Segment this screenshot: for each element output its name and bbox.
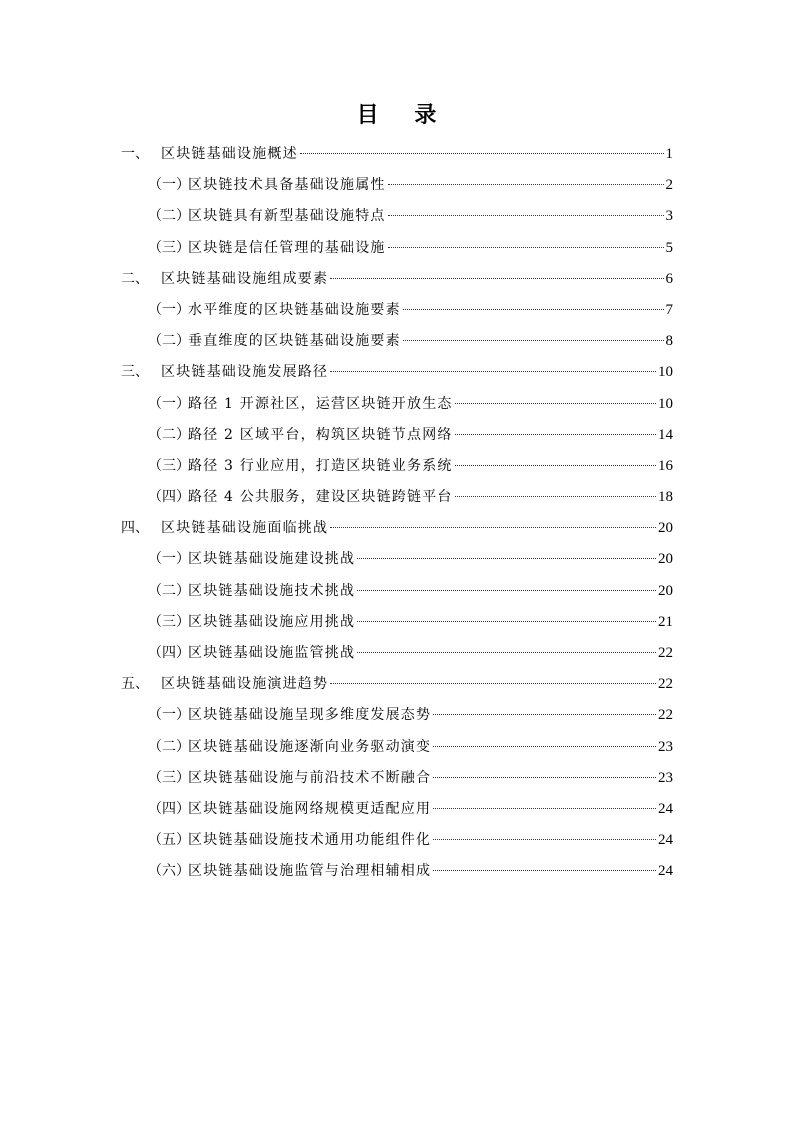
toc-page-number: 3: [665, 208, 673, 225]
toc-entry-number: 三、: [121, 364, 149, 381]
toc-dot-leader: [455, 434, 656, 435]
toc-entry-number: （二）: [148, 426, 190, 443]
toc-entry-title: 区块链基础设施逐渐向业务驱动演变: [188, 738, 432, 755]
toc-entry-title: 区块链基础设施技术通用功能组件化: [188, 832, 432, 849]
toc-dot-leader: [455, 403, 656, 404]
toc-entry-number: （一）: [148, 707, 190, 724]
toc-entry-number: （三）: [148, 239, 190, 256]
toc-entry-number: （二）: [148, 208, 190, 225]
toc-section-entry[interactable]: [121, 170, 673, 201]
toc-entry-title: 区块链基础设施应用挑战: [188, 613, 356, 630]
toc-page-number: 22: [658, 707, 673, 724]
toc-page-number: 20: [658, 551, 673, 568]
toc-page-number: 16: [658, 457, 673, 474]
toc-dot-leader: [403, 340, 664, 341]
toc-entry-title: 区块链基础设施网络规模更适配应用: [188, 800, 432, 817]
toc-page-number: 5: [665, 239, 673, 256]
toc-dot-leader: [330, 683, 656, 684]
toc-entry-title: 垂直维度的区块链基础设施要素: [188, 333, 401, 350]
toc-dot-leader: [433, 777, 656, 778]
toc-chapter-entry[interactable]: [121, 139, 673, 170]
toc-entry-number: 二、: [121, 270, 149, 287]
toc-dot-leader: [433, 746, 656, 747]
toc-dot-leader: [433, 808, 656, 809]
toc-section-entry[interactable]: [121, 576, 673, 607]
toc-page-number: 23: [658, 769, 673, 786]
toc-entry-number: （一）: [148, 395, 190, 412]
table-of-contents: [121, 139, 673, 888]
toc-dot-leader: [357, 558, 656, 559]
toc-section-entry[interactable]: [121, 607, 673, 638]
toc-dot-leader: [330, 278, 663, 279]
toc-section-entry[interactable]: [121, 763, 673, 794]
toc-entry-title: 路径 2 区域平台，构筑区块链节点网络: [188, 426, 453, 443]
toc-page-number: 21: [658, 613, 673, 630]
toc-entry-title: 区块链技术具备基础设施属性: [188, 177, 386, 194]
toc-entry-number: （三）: [148, 457, 190, 474]
toc-entry-title: 区块链基础设施呈现多维度发展态势: [188, 707, 432, 724]
toc-section-entry[interactable]: [121, 233, 673, 264]
toc-entry-title: 路径 1 开源社区，运营区块链开放生态: [188, 395, 453, 412]
toc-dot-leader: [455, 465, 656, 466]
toc-section-entry[interactable]: [121, 700, 673, 731]
toc-entry-number: （一）: [148, 551, 190, 568]
toc-dot-leader: [357, 652, 656, 653]
toc-chapter-entry[interactable]: [121, 357, 673, 388]
toc-entry-number: （四）: [148, 645, 190, 661]
toc-dot-leader: [388, 215, 664, 216]
toc-dot-leader: [357, 590, 656, 591]
toc-entry-title: 区块链基础设施演进趋势: [161, 676, 329, 693]
toc-page-number: 18: [658, 489, 673, 506]
toc-page-number: 2: [665, 177, 673, 194]
toc-entry-title: 区块链基础设施与前沿技术不断融合: [188, 769, 432, 786]
toc-entry-title: 区块链基础设施发展路径: [161, 364, 329, 381]
toc-entry-title: 区块链是信任管理的基础设施: [188, 239, 386, 256]
toc-page-number: 8: [665, 333, 673, 350]
toc-section-entry[interactable]: [121, 389, 673, 420]
toc-page-number: 22: [658, 676, 673, 693]
toc-entry-title: 区块链基础设施概述: [161, 146, 298, 162]
toc-section-entry[interactable]: [121, 201, 673, 232]
toc-page-number: 20: [658, 520, 673, 537]
toc-chapter-entry[interactable]: [121, 264, 673, 295]
toc-chapter-entry[interactable]: [121, 513, 673, 544]
toc-entry-number: （三）: [148, 769, 190, 786]
toc-page-number: 24: [658, 863, 673, 880]
toc-section-entry[interactable]: [121, 825, 673, 856]
toc-dot-leader: [330, 371, 656, 372]
toc-page-number: 1: [665, 146, 673, 162]
toc-page-number: 6: [665, 270, 673, 287]
toc-entry-title: 区块链基础设施建设挑战: [188, 551, 356, 568]
toc-entry-number: （一）: [148, 177, 190, 194]
toc-entry-title: 区块链基础设施组成要素: [161, 270, 329, 287]
toc-page-number: 24: [658, 800, 673, 817]
toc-page-number: 24: [658, 832, 673, 849]
toc-dot-leader: [388, 184, 664, 185]
toc-entry-title: 区块链基础设施监管与治理相辅相成: [188, 863, 432, 880]
toc-dot-leader: [357, 621, 656, 622]
toc-dot-leader: [403, 309, 664, 310]
toc-entry-number: 一、: [121, 146, 149, 162]
toc-entry-title: 区块链基础设施面临挑战: [161, 520, 329, 537]
toc-dot-leader: [330, 527, 656, 528]
page-title: 目 录: [356, 103, 451, 128]
toc-section-entry[interactable]: [121, 326, 673, 357]
toc-entry-title: 路径 4 公共服务，建设区块链跨链平台: [188, 489, 453, 506]
toc-section-entry[interactable]: [121, 295, 673, 326]
toc-entry-number: （四）: [148, 800, 190, 817]
toc-entry-title: 区块链基础设施技术挑战: [188, 582, 356, 599]
toc-entry-number: （四）: [148, 489, 190, 506]
toc-chapter-entry[interactable]: [121, 669, 673, 700]
toc-section-entry[interactable]: [121, 732, 673, 763]
toc-dot-leader: [300, 153, 664, 154]
toc-page-number: 14: [658, 426, 673, 443]
toc-section-entry[interactable]: [121, 544, 673, 575]
toc-entry-number: （六）: [148, 863, 190, 880]
toc-dot-leader: [455, 496, 656, 497]
toc-entry-title: 区块链具有新型基础设施特点: [188, 208, 386, 225]
toc-page-number: 23: [658, 738, 673, 755]
toc-page-number: 22: [658, 645, 673, 661]
toc-dot-leader: [388, 247, 664, 248]
toc-dot-leader: [433, 714, 656, 715]
toc-entry-number: （五）: [148, 832, 190, 849]
toc-page-number: 10: [658, 395, 673, 412]
toc-entry-number: 五、: [121, 676, 149, 693]
toc-section-entry[interactable]: [121, 482, 673, 513]
toc-dot-leader: [433, 870, 656, 871]
toc-entry-title: 区块链基础设施监管挑战: [188, 645, 356, 661]
toc-entry-title: 路径 3 行业应用，打造区块链业务系统: [188, 457, 453, 474]
toc-section-entry[interactable]: [121, 420, 673, 451]
toc-entry-title: 水平维度的区块链基础设施要素: [188, 301, 401, 318]
toc-entry-number: （二）: [148, 333, 190, 350]
toc-section-entry[interactable]: [121, 451, 673, 482]
toc-entry-number: （三）: [148, 613, 190, 630]
toc-entry-number: 四、: [121, 520, 149, 537]
toc-dot-leader: [433, 839, 656, 840]
toc-entry-number: （一）: [148, 301, 190, 318]
toc-page-number: 20: [658, 582, 673, 599]
toc-section-entry[interactable]: [121, 794, 673, 825]
toc-entry-number: （二）: [148, 582, 190, 599]
toc-entry-number: （二）: [148, 738, 190, 755]
toc-page-number: 10: [658, 364, 673, 381]
toc-section-entry[interactable]: [121, 856, 673, 887]
toc-page-number: 7: [665, 301, 673, 318]
toc-section-entry[interactable]: [121, 638, 673, 669]
